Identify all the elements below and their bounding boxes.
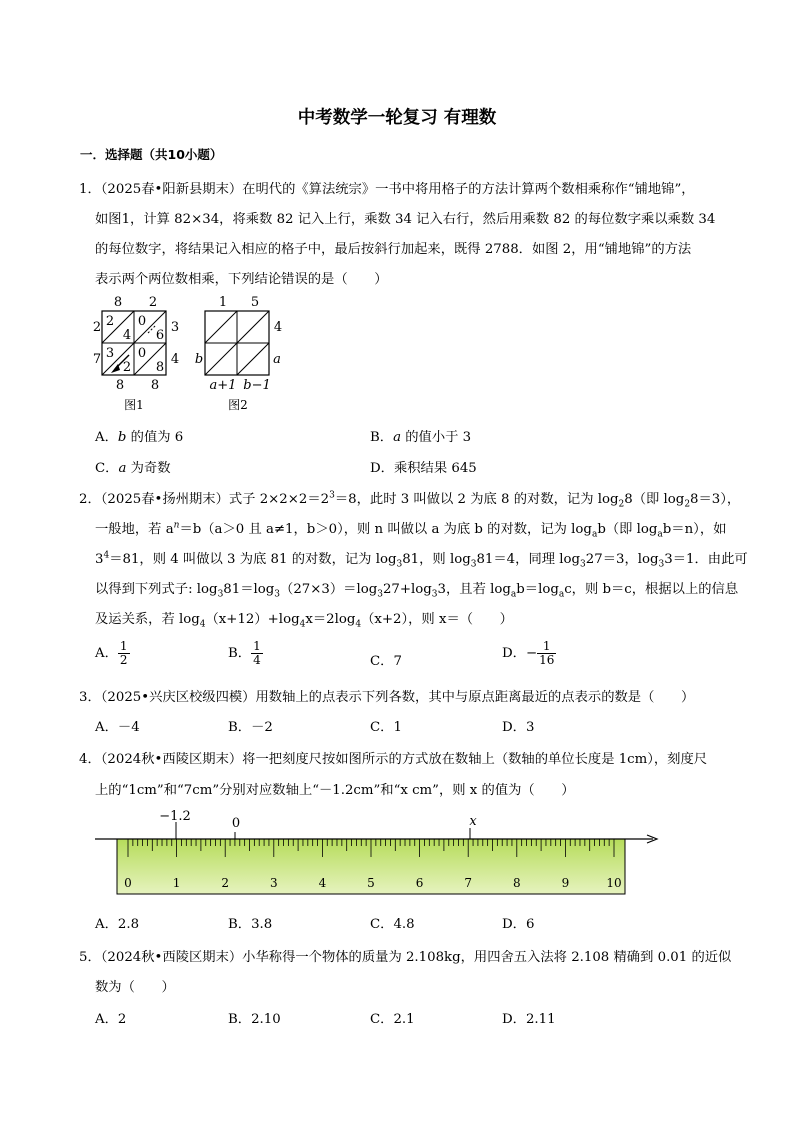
fig1-cell: 0 [137, 314, 147, 329]
ruler-number: 3 [269, 876, 278, 890]
q3-line-1: 3．（2025•兴庆区校级四模）用数轴上的点表示下列各数，其中与原点距离最近的点表示的数是（ ） [79, 690, 695, 705]
fig1-left-1: 7 [92, 352, 102, 367]
q2-line-5: 及运关系，若 $\log_4(x+12)+\log_4x=2\log_4(x+2)$，则 x＝（ ） [95, 612, 513, 630]
q1-figures [85, 293, 300, 415]
fig2-top-1: 5 [250, 295, 260, 310]
fig2-caption: 图2 [228, 398, 248, 412]
ruler-number: 6 [415, 876, 424, 890]
q5-option-d[interactable]: D．2.11 [502, 1012, 556, 1027]
fig2-lattice [195, 295, 282, 412]
q5-line-1: 5．（2024秋•西陵区期末）小华称得一个物体的质量为 2.108kg，用四舍五入法将 2.108 精确到 0.01 的近似 [79, 950, 732, 965]
q2-option-a[interactable]: A． $\frac{1}{2}$ [95, 639, 128, 667]
fig1-bottom-1: 8 [150, 378, 160, 393]
q4-ruler-figure [95, 808, 660, 898]
fig1-lattice [93, 295, 179, 412]
q2-line-2: 一般地，若 $a^n=b(a>0$ 且 a≠1，b＞0），则 n 叫做以 a 为底 b 的对数，记为 $\log_ab$（即 $\log_ab=n$），如 [95, 520, 727, 540]
ruler-number: 4 [318, 876, 327, 890]
axis-label-neg: −1.2 [159, 809, 191, 824]
fig2-right2: a [273, 352, 281, 367]
fig1-top-0: 8 [113, 295, 123, 310]
fig2-right: 4 [273, 320, 283, 335]
fig2-bottom-1: b−1 [243, 378, 271, 393]
q4-option-d[interactable]: D．6 [502, 917, 535, 932]
fig1-cell: 2 [122, 360, 132, 375]
q4-line-1: 4．（2024秋•西陵区期末）将一把刻度尺按如图所示的方式放在数轴上（数轴的单位长度是 1cm），刻度尺 [79, 752, 708, 767]
ruler-number: 9 [561, 876, 570, 890]
fig1-cell: 2 [105, 314, 115, 329]
q2-line-1: 2．（2025春•扬州期末）式子 $2\times 2\times 2=2^3=8$，此时 3 叫做以 2 为底 8 的对数，记为 $\log_28$（即 $\log_28=3$）， [79, 490, 741, 510]
page-title: 中考数学一轮复习 有理数 [297, 108, 497, 128]
fig2-left: b [194, 352, 204, 367]
ruler-number: 2 [221, 876, 230, 890]
q3-option-d[interactable]: D．3 [502, 720, 535, 735]
axis-label-zero: 0 [231, 816, 241, 831]
q1-option-c[interactable]: C．a 为奇数 [95, 461, 171, 476]
q5-line-2: 数为（ ） [95, 980, 175, 995]
fig1-right-1: 4 [170, 352, 180, 367]
fig1-cell: 3 [105, 346, 115, 361]
section-heading: 一．选择题（共10小题） [80, 147, 223, 162]
q2-line-3: $3^4=81$，则 4 叫做以 3 为底 81 的对数，记为 $\log_381$，则 $\log_381=4$，同理 $\log_327=3$，$\log_33=1$．由此可 [95, 550, 748, 570]
ruler-number: 10 [606, 876, 622, 890]
fig1-cell: 6 [155, 328, 165, 343]
ruler-number: 0 [124, 876, 132, 890]
q1-option-a[interactable]: A．b 的值为 6 [95, 430, 184, 445]
fig1-left-0: 2 [92, 320, 102, 335]
q4-line-2: 上的“1cm”和“7cm”分别对应数轴上“－1.2cm”和“x cm”，则 x 的值为（ ） [95, 783, 575, 798]
fig1-cell: 0 [137, 346, 147, 361]
q1-option-d[interactable]: D．乘积结果 645 [370, 461, 477, 476]
q3-option-c[interactable]: C．1 [370, 720, 402, 735]
fig1-cell: 8 [155, 360, 165, 375]
fig1-top-1: 2 [148, 295, 158, 310]
q4-option-c[interactable]: C．4.8 [370, 917, 415, 932]
q1-option-b[interactable]: B．a 的值小于 3 [370, 430, 472, 445]
fig2-top-0: 1 [218, 295, 228, 310]
ruler-number: 8 [512, 876, 521, 890]
ruler-number: 5 [367, 876, 375, 890]
axis-label-x: x [469, 814, 477, 829]
q1-line-1: 1．（2025春•阳新县期末）在明代的《算法统宗》一书中将用格子的方法计算两个数相乘称作“铺地锦”， [79, 182, 695, 197]
q4-option-b[interactable]: B．3.8 [228, 917, 273, 932]
q2-option-d[interactable]: D．− $\frac{1}{16}$ [502, 639, 555, 667]
q3-option-a[interactable]: A．－4 [95, 720, 140, 735]
fig2-bottom-0: a+1 [209, 378, 237, 393]
q3-option-b[interactable]: B．－2 [228, 720, 273, 735]
q1-line-3: 的每位数字，将结果记入相应的格子中，最后按斜行加起来，既得 2788．如图 2，用“铺地锦”的方法 [95, 242, 692, 257]
fig1-right-0: 3 [170, 320, 180, 335]
q2-option-b[interactable]: B． $\frac{1}{4}$ [228, 639, 261, 667]
q5-option-b[interactable]: B．2.10 [228, 1012, 281, 1027]
ruler-number: 1 [172, 876, 181, 890]
q4-option-a[interactable]: A．2.8 [95, 917, 140, 932]
q1-line-4: 表示两个两位数相乘，下列结论错误的是（ ） [95, 272, 388, 287]
q5-option-c[interactable]: C．2.1 [370, 1012, 415, 1027]
q2-line-4: 以得到下列式子: $\log_381=\log_3(27\times 3)=\log_327+\log_33$，且若 $\log_ab=\log_ac$，则 b＝c，根据以上的信息 [95, 582, 739, 600]
fig1-caption: 图1 [124, 398, 144, 412]
q2-option-c[interactable]: C．7 [370, 654, 402, 669]
ruler-number: 7 [464, 876, 473, 890]
q1-line-2: 如图1，计算 82×34，将乘数 82 记入上行，乘数 34 记入右行，然后用乘数 82 的每位数字乘以乘数 34 [95, 212, 716, 227]
q5-option-a[interactable]: A．2 [95, 1012, 127, 1027]
fig1-bottom-0: 8 [115, 378, 125, 393]
fig1-cell: 4 [122, 328, 132, 343]
